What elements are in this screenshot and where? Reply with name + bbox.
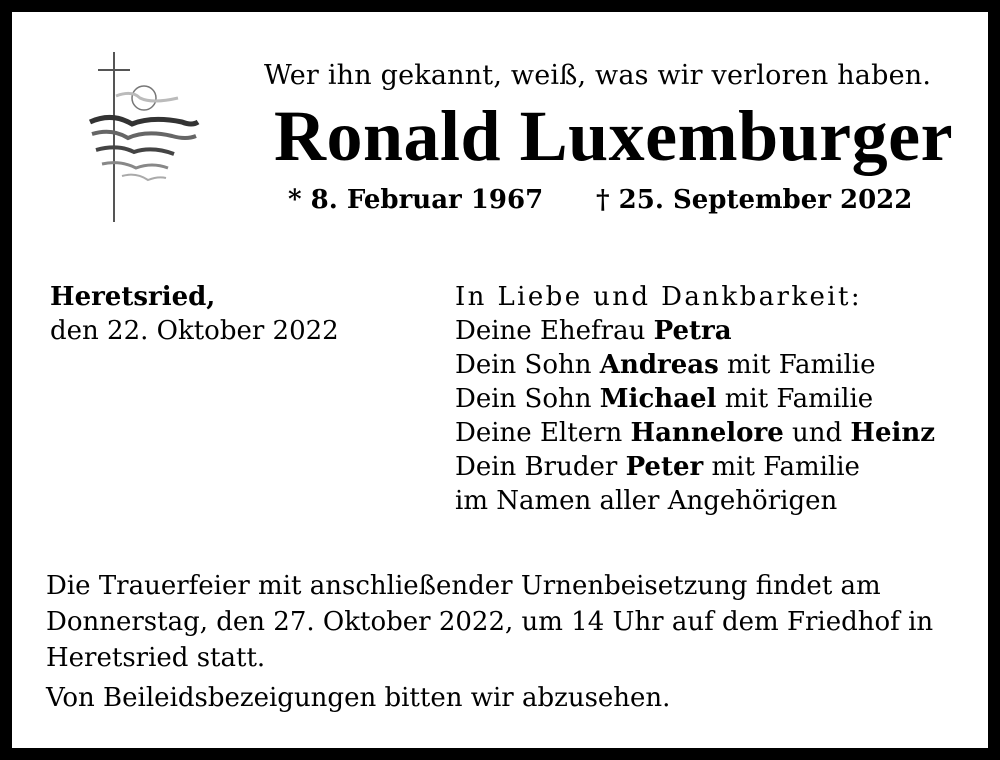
cross-icon: † xyxy=(596,185,610,215)
relative-name: Hannelore xyxy=(630,418,784,448)
family-line xyxy=(455,348,935,382)
relative-name: Petra xyxy=(653,316,732,346)
relation-suffix: mit Familie xyxy=(716,384,874,414)
family-line xyxy=(455,484,935,518)
condolence-notice: Von Beileidsbezeigungen bitten wir abzusehen. xyxy=(46,683,671,713)
relation-text: Dein Sohn xyxy=(455,350,600,380)
relative-name: Michael xyxy=(599,384,717,414)
relative-name: Andreas xyxy=(599,350,719,380)
place-date-block xyxy=(50,280,339,348)
family-line xyxy=(455,382,935,416)
obituary-card xyxy=(12,12,988,748)
relation-suffix: mit Familie xyxy=(703,452,860,482)
notice-date: den 22. Oktober 2022 xyxy=(50,316,339,346)
cross-sun-landscape-icon xyxy=(82,52,202,230)
relation-text: im Namen aller Angehörigen xyxy=(455,486,838,516)
service-notice: Die Trauerfeier mit anschließender Urnenbeisetzung findet am Donnerstag, den 27. Oktober 2022, um 14 Uhr auf dem Friedhof in Heretsried statt. xyxy=(46,571,934,673)
quote-line: Wer ihn gekannt, weiß, was wir verloren haben. xyxy=(264,60,932,91)
relation-text: Dein Sohn xyxy=(455,384,600,414)
death-date: 25. September 2022 xyxy=(618,185,913,215)
relation-joiner: und xyxy=(783,418,851,448)
family-line xyxy=(455,450,935,484)
relation-text: Deine Ehefrau xyxy=(455,316,654,346)
place-name: Heretsried, xyxy=(50,282,216,312)
family-block xyxy=(455,280,935,518)
birth-date: * 8. Februar 1967 xyxy=(288,185,544,215)
family-line xyxy=(455,416,935,450)
relation-suffix: mit Familie xyxy=(718,350,876,380)
family-intro: In Liebe und Dankbarkeit: xyxy=(455,282,863,312)
relation-text: Deine Eltern xyxy=(455,418,631,448)
relative-name: Peter xyxy=(625,452,704,482)
death-date-line xyxy=(596,185,912,215)
relation-text: Dein Bruder xyxy=(455,452,626,482)
deceased-name: Ronald Luxemburger xyxy=(274,96,954,176)
family-line xyxy=(455,314,935,348)
relative-name: Heinz xyxy=(850,418,936,448)
